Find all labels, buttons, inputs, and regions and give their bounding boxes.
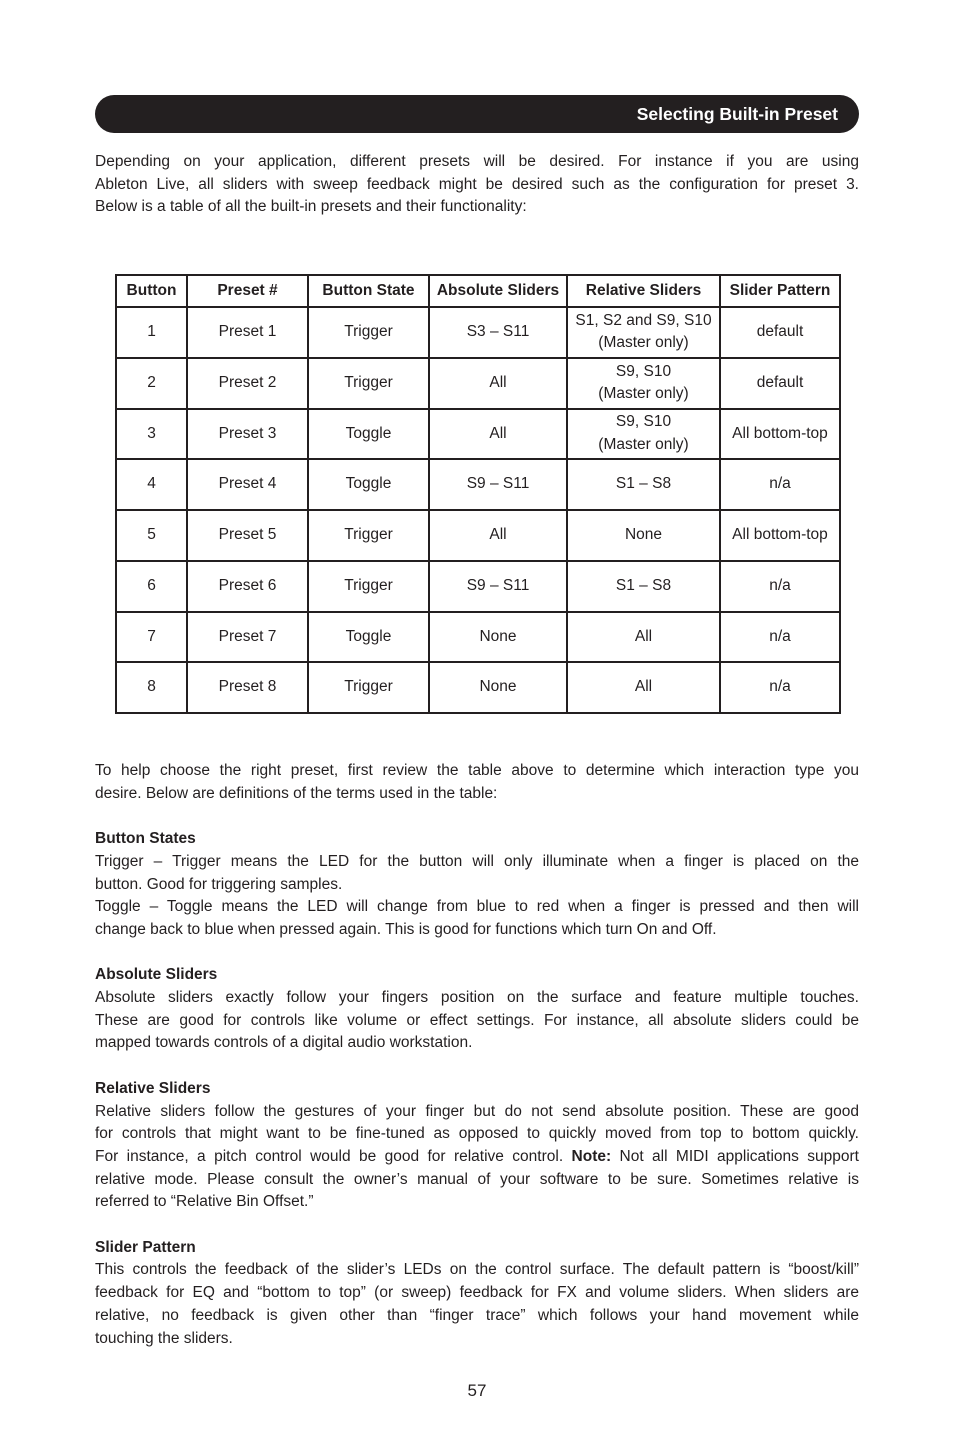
relative-sliders-section <box>95 1078 859 1214</box>
table-cell: Preset 5 <box>187 510 308 561</box>
section-title-bar <box>95 95 859 133</box>
slider-pattern-line: feedback for EQ and “bottom to top” (or sweep) feedback for FX and volume sliders. When sliders are <box>95 1284 859 1302</box>
absolute-sliders-heading: Absolute Sliders <box>95 966 218 984</box>
slider-pattern-line: touching the sliders. <box>95 1329 233 1347</box>
table-cell: S1 – S8 <box>567 459 720 510</box>
table-cell: S1 – S8 <box>567 561 720 612</box>
table-row <box>116 358 840 409</box>
column-header: Button State <box>308 275 429 307</box>
table-row <box>116 510 840 561</box>
table-cell: Preset 7 <box>187 612 308 663</box>
table-cell: None <box>429 662 567 713</box>
table-cell: S9, S10 (Master only) <box>567 409 720 460</box>
intro-paragraph <box>95 151 859 219</box>
column-header: Button <box>116 275 187 307</box>
table-cell: Trigger <box>308 307 429 358</box>
table-cell: Preset 4 <box>187 459 308 510</box>
table-cell: Preset 3 <box>187 409 308 460</box>
table-cell: n/a <box>720 561 840 612</box>
table-cell: Trigger <box>308 510 429 561</box>
table-cell: 7 <box>116 612 187 663</box>
intro-line: Depending on your application, different presets will be desired. For instance if you are using <box>95 153 859 170</box>
table-body <box>116 307 840 713</box>
absolute-sliders-line: These are good for controls like volume or effect settings. For instance, all absolute sliders could be <box>95 1011 859 1029</box>
table-header <box>116 275 840 307</box>
table-cell: default <box>720 307 840 358</box>
relative-sliders-line: relative mode. Please consult the owner’s manual of your software to be sure. Sometimes relative is <box>95 1170 859 1188</box>
table-cell: Toggle <box>308 459 429 510</box>
table-cell: 6 <box>116 561 187 612</box>
table-row <box>116 409 840 460</box>
table-cell: Preset 1 <box>187 307 308 358</box>
table-cell: 4 <box>116 459 187 510</box>
table-cell: default <box>720 358 840 409</box>
table-cell: 2 <box>116 358 187 409</box>
column-header: Slider Pattern <box>720 275 840 307</box>
table-row <box>116 662 840 713</box>
table-row <box>116 459 840 510</box>
column-header: Relative Sliders <box>567 275 720 307</box>
button-states-line: Toggle – Toggle means the LED will change from blue to red when a finger is pressed and then will <box>95 898 859 916</box>
slider-pattern-line: relative, no feedback is given other than “finger trace” which follows your hand movement while <box>95 1306 859 1324</box>
table-cell: All <box>567 662 720 713</box>
slider-pattern-heading: Slider Pattern <box>95 1238 196 1256</box>
relative-sliders-heading: Relative Sliders <box>95 1079 211 1097</box>
relative-sliders-line: referred to “Relative Bin Offset.” <box>95 1193 314 1211</box>
help-paragraph <box>95 760 859 805</box>
table-cell: 8 <box>116 662 187 713</box>
table-cell: None <box>429 612 567 663</box>
table-cell: Trigger <box>308 561 429 612</box>
preset-table <box>115 274 841 714</box>
table-cell: S9, S10 (Master only) <box>567 358 720 409</box>
column-header: Absolute Sliders <box>429 275 567 307</box>
table-cell: All <box>429 510 567 561</box>
relative-sliders-line: for controls that might want to be fine-tuned as opposed to quickly moved from top to bottom quickly. <box>95 1125 859 1143</box>
button-states-heading: Button States <box>95 830 196 848</box>
table-cell: All <box>567 612 720 663</box>
table-row <box>116 561 840 612</box>
help-line: To help choose the right preset, first review the table above to determine which interaction type you <box>95 762 859 779</box>
table-cell: Toggle <box>308 612 429 663</box>
absolute-sliders-line: mapped towards controls of a digital audio workstation. <box>95 1034 473 1052</box>
line-text: Not all MIDI applications support <box>619 1147 859 1165</box>
table-cell: n/a <box>720 459 840 510</box>
help-line: desire. Below are definitions of the terms used in the table: <box>95 784 498 802</box>
slider-pattern-section <box>95 1237 859 1351</box>
table-cell: All <box>429 409 567 460</box>
table-cell: n/a <box>720 612 840 663</box>
table-cell: n/a <box>720 662 840 713</box>
intro-line: Ableton Live, all sliders with sweep feedback might be desired such as the configuration for preset 3. <box>95 175 859 193</box>
column-header: Preset # <box>187 275 308 307</box>
table-cell: Preset 2 <box>187 358 308 409</box>
section-title: Selecting Built-in Preset <box>636 104 838 124</box>
relative-sliders-line <box>95 1146 859 1169</box>
table-cell: All <box>429 358 567 409</box>
absolute-sliders-line: Absolute sliders exactly follow your fingers position on the surface and feature multiple touches. <box>95 989 859 1006</box>
table-cell: Trigger <box>308 662 429 713</box>
absolute-sliders-section <box>95 964 859 1055</box>
table-cell: S3 – S11 <box>429 307 567 358</box>
table-cell: None <box>567 510 720 561</box>
slider-pattern-line: This controls the feedback of the slider’s LEDs on the control surface. The default pattern is “boost/kill” <box>95 1261 859 1279</box>
line-text: For instance, a pitch control would be good for relative control. <box>95 1147 564 1165</box>
table-cell: S9 – S11 <box>429 561 567 612</box>
note-label: Note: <box>571 1147 612 1165</box>
intro-line: Below is a table of all the built-in presets and their functionality: <box>95 198 527 216</box>
page-number: 57 <box>467 1381 487 1400</box>
table-cell: All bottom-top <box>720 510 840 561</box>
table-header-row <box>116 275 840 307</box>
table-cell: 5 <box>116 510 187 561</box>
table-cell: Toggle <box>308 409 429 460</box>
table-row <box>116 307 840 358</box>
button-states-line: button. Good for triggering samples. <box>95 875 343 893</box>
button-states-section <box>95 828 859 942</box>
table-cell: 3 <box>116 409 187 460</box>
table-cell: Trigger <box>308 358 429 409</box>
table-cell: S9 – S11 <box>429 459 567 510</box>
table-cell: Preset 6 <box>187 561 308 612</box>
definitions <box>95 760 859 1350</box>
button-states-line: change back to blue when pressed again. This is good for functions which turn On and Off. <box>95 920 717 938</box>
relative-sliders-line: Relative sliders follow the gestures of your finger but do not send absolute position. These are good <box>95 1102 859 1120</box>
table-cell: 1 <box>116 307 187 358</box>
button-states-line: Trigger – Trigger means the LED for the button will only illuminate when a finger is placed on the <box>95 852 859 870</box>
table-row <box>116 612 840 663</box>
table-cell: S1, S2 and S9, S10 (Master only) <box>567 307 720 358</box>
table-cell: Preset 8 <box>187 662 308 713</box>
table-cell: All bottom-top <box>720 409 840 460</box>
